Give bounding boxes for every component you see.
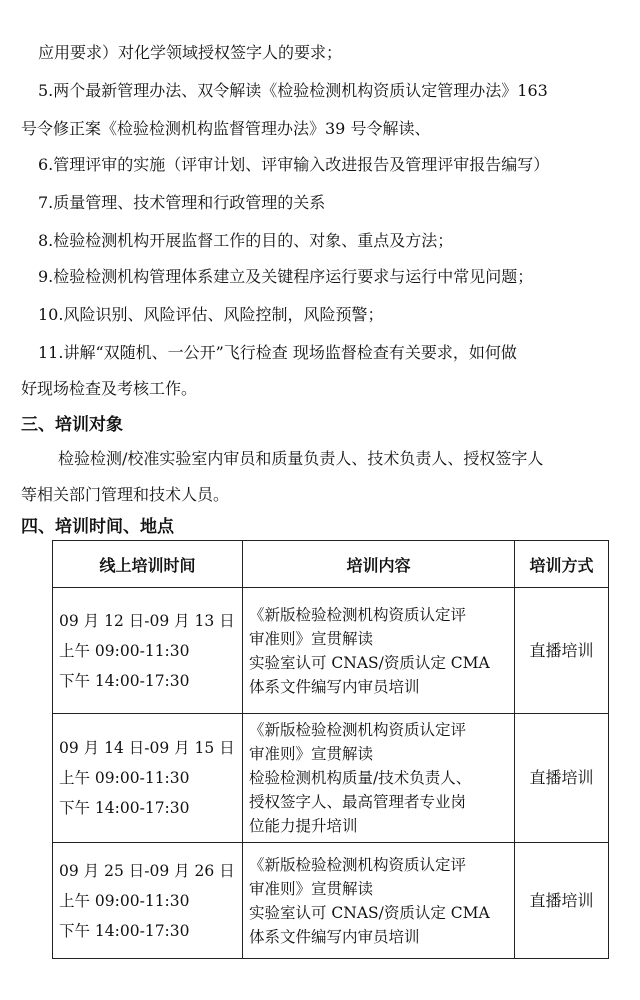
content-line: 体系文件编写内审员培训: [249, 927, 420, 946]
table-row: [53, 714, 609, 843]
content-line: 实验室认可 CNAS/资质认定 CMA: [249, 903, 490, 922]
table-row: [53, 588, 609, 714]
column-header-method: 培训方式: [515, 541, 609, 588]
morning-time: 上午 09:00-11:30: [59, 641, 190, 660]
date-range: 09 月 12 日-09 月 13 日: [59, 611, 235, 630]
text-line: 11.讲解“双随机、一公开”飞行检查 现场监督检查有关要求，如何做: [38, 343, 517, 362]
content-line: 授权签字人、最高管理者专业岗: [249, 793, 467, 811]
content-line: 检验检测机构质量/技术负责人、: [249, 769, 472, 787]
morning-time: 上午 09:00-11:30: [59, 769, 190, 787]
afternoon-time: 下午 14:00-17:30: [59, 921, 190, 940]
method-cell: 直播培训: [515, 843, 609, 959]
text-line: 9.检验检测机构管理体系建立及关键程序运行要求与运行中常见问题；: [38, 267, 534, 286]
content-line: 审准则》宣贯解读: [249, 629, 374, 648]
column-header-content: 培训内容: [243, 541, 515, 588]
content-cell: [243, 843, 515, 959]
content-line: 体系文件编写内审员培训: [249, 677, 420, 696]
time-cell: [53, 843, 243, 959]
section-heading-time-place: 四、培训时间、地点: [21, 517, 174, 537]
section-heading-training-targets: 三、培训对象: [21, 415, 123, 435]
text-line: 8.检验检测机构开展监督工作的目的、对象、重点及方法；: [38, 231, 454, 250]
afternoon-time: 下午 14:00-17:30: [59, 671, 190, 690]
schedule-table: [52, 540, 609, 959]
afternoon-time: 下午 14:00-17:30: [59, 799, 190, 817]
text-line: 检验检测/校准实验室内审员和质量负责人、技术负责人、授权签字人: [58, 449, 544, 468]
text-line: 应用要求）对化学领域授权签字人的要求；: [38, 43, 343, 62]
text-line: 等相关部门管理和技术人员。: [21, 485, 230, 504]
method-cell: 直播培训: [515, 588, 609, 714]
morning-time: 上午 09:00-11:30: [59, 891, 190, 910]
content-line: 审准则》宣贯解读: [249, 879, 374, 898]
text-line: 10.风险识别、风险评估、风险控制，风险预警；: [38, 305, 384, 324]
column-header-time: 线上培训时间: [53, 541, 243, 588]
time-cell: [53, 588, 243, 714]
date-range: 09 月 25 日-09 月 26 日: [59, 861, 235, 880]
content-cell: [243, 714, 515, 843]
content-line: 《新版检验检测机构资质认定评: [249, 721, 467, 739]
text-line: 5.两个最新管理办法、双令解读《检验检测机构资质认定管理办法》163: [38, 81, 548, 100]
text-line: 7.质量管理、技术管理和行政管理的关系: [38, 193, 326, 212]
method-cell: 直播培训: [515, 714, 609, 843]
text-line: 号令修正案《检验检测机构监督管理办法》39 号令解读、: [21, 119, 431, 138]
content-cell: [243, 588, 515, 714]
content-line: 实验室认可 CNAS/资质认定 CMA: [249, 653, 490, 672]
content-line: 《新版检验检测机构资质认定评: [249, 605, 467, 624]
text-line: 6.管理评审的实施（评审计划、评审输入改进报告及管理评审报告编写）: [38, 155, 550, 174]
content-line: 审准则》宣贯解读: [249, 745, 374, 763]
time-cell: [53, 714, 243, 843]
content-line: 位能力提升培训: [249, 817, 358, 835]
content-line: 《新版检验检测机构资质认定评: [249, 855, 467, 874]
table-header-row: [53, 541, 609, 588]
table-row: [53, 843, 609, 959]
text-line: 好现场检查及考核工作。: [21, 379, 198, 398]
date-range: 09 月 14 日-09 月 15 日: [59, 739, 235, 757]
